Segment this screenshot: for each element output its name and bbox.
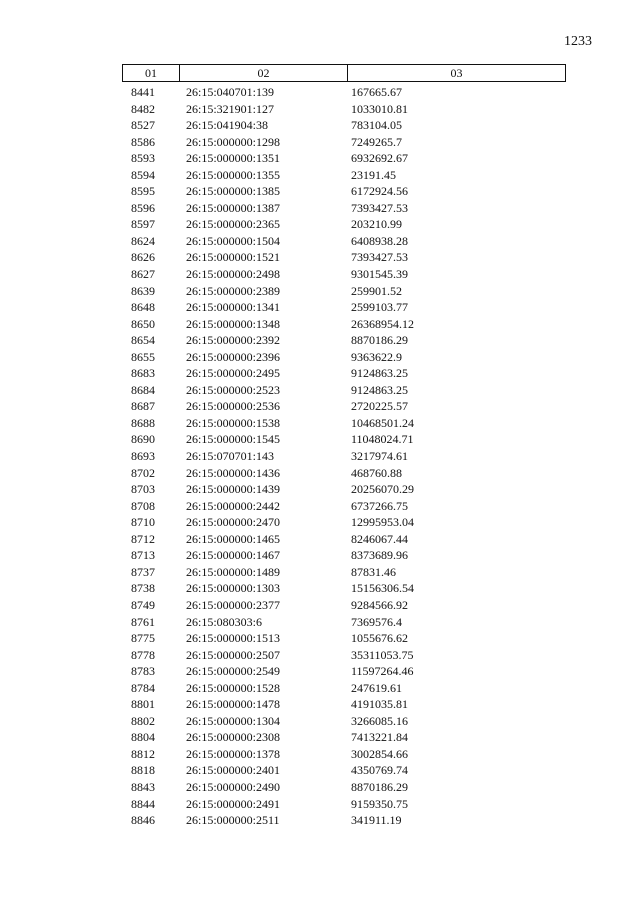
table-row [122,299,566,316]
value-cell: 11048024.71 [351,432,414,447]
row-id-cell: 8802 [131,713,155,728]
cadastral-number-cell: 26:15:000000:2401 [186,763,281,778]
row-id-cell: 8654 [131,333,155,348]
table-row [122,249,566,266]
row-id-cell: 8804 [131,730,155,745]
value-cell: 23191.45 [351,167,396,182]
table-row [122,266,566,283]
row-id-cell: 8713 [131,548,155,563]
row-id-cell: 8812 [131,746,155,761]
value-cell: 4350769.74 [351,763,408,778]
cadastral-number-cell: 26:15:000000:1538 [186,415,281,430]
table-row [122,746,566,763]
cadastral-number-cell: 26:15:000000:2507 [186,647,281,662]
row-id-cell: 8482 [131,101,155,116]
value-cell: 3217974.61 [351,449,408,464]
table-row [122,597,566,614]
row-id-cell: 8593 [131,151,155,166]
value-cell: 3266085.16 [351,713,408,728]
value-cell: 2720225.57 [351,399,408,414]
row-id-cell: 8687 [131,399,155,414]
table-row [122,316,566,333]
cadastral-number-cell: 26:15:000000:2470 [186,515,281,530]
table-row [122,465,566,482]
cadastral-number-cell: 26:15:000000:1513 [186,631,281,646]
cadastral-number-cell: 26:15:000000:2536 [186,399,281,414]
value-cell: 7249265.7 [351,134,402,149]
cadastral-number-cell: 26:15:000000:2495 [186,366,281,381]
row-id-cell: 8710 [131,515,155,530]
value-cell: 8870186.29 [351,779,408,794]
table-row [122,729,566,746]
row-id-cell: 8703 [131,482,155,497]
header-col-03: 03 [450,66,463,80]
table-row [122,398,566,415]
table-row [122,415,566,432]
cadastral-number-cell: 26:15:000000:1528 [186,680,281,695]
value-cell: 9124863.25 [351,382,408,397]
value-cell: 15156306.54 [351,581,414,596]
cadastral-number-cell: 26:15:000000:1378 [186,746,281,761]
value-cell: 9363622.9 [351,349,402,364]
row-id-cell: 8586 [131,134,155,149]
value-cell: 7369576.4 [351,614,402,629]
value-cell: 11597264.46 [351,664,414,679]
table-row [122,713,566,730]
value-cell: 341911.19 [351,813,402,828]
table-row [122,630,566,647]
value-cell: 167665.67 [351,85,402,99]
cadastral-number-cell: 26:15:000000:2498 [186,267,281,282]
cadastral-number-cell: 26:15:321901:127 [186,101,275,116]
row-id-cell: 8441 [131,85,155,99]
row-id-cell: 8738 [131,581,155,596]
table-header [122,64,566,82]
row-id-cell: 8683 [131,366,155,381]
cadastral-number-cell: 26:15:000000:1355 [186,167,281,182]
value-cell: 8246067.44 [351,531,408,546]
value-cell: 20256070.29 [351,482,414,497]
cadastral-number-cell: 26:15:000000:2308 [186,730,281,745]
row-id-cell: 8761 [131,614,155,629]
cadastral-number-cell: 26:15:000000:2389 [186,283,281,298]
table-row [122,680,566,697]
cadastral-number-cell: 26:15:000000:1504 [186,233,281,248]
header-col-01: 01 [123,65,180,81]
row-id-cell: 8627 [131,267,155,282]
cadastral-number-cell: 26:15:070701:143 [186,449,275,464]
value-cell: 468760.88 [351,465,402,480]
table-row [122,150,566,167]
cadastral-number-cell: 26:15:000000:1467 [186,548,281,563]
row-id-cell: 8690 [131,432,155,447]
cadastral-number-cell: 26:15:000000:1465 [186,531,281,546]
row-id-cell: 8655 [131,349,155,364]
row-id-cell: 8749 [131,597,155,612]
table-row [122,183,566,200]
row-id-cell: 8688 [131,415,155,430]
row-id-cell: 8597 [131,217,155,232]
cadastral-number-cell: 26:15:000000:2442 [186,498,281,513]
value-cell: 9159350.75 [351,796,408,811]
cadastral-number-cell: 26:15:000000:1351 [186,151,281,166]
cadastral-number-cell: 26:15:000000:1478 [186,697,281,712]
table-row [122,117,566,134]
cadastral-number-cell: 26:15:000000:2523 [186,382,281,397]
table-row [122,84,566,101]
value-cell: 9284566.92 [351,597,408,612]
table-row [122,547,566,564]
table-row [122,233,566,250]
cadastral-number-cell: 26:15:000000:2365 [186,217,281,232]
row-id-cell: 8702 [131,465,155,480]
table-row [122,101,566,118]
row-id-cell: 8712 [131,531,155,546]
row-id-cell: 8843 [131,779,155,794]
cadastral-number-cell: 26:15:000000:2377 [186,597,281,612]
value-cell: 7393427.53 [351,200,408,215]
value-cell: 9124863.25 [351,366,408,381]
table-row [122,498,566,515]
cadastral-number-cell: 26:15:000000:2396 [186,349,281,364]
row-id-cell: 8693 [131,449,155,464]
value-cell: 8870186.29 [351,333,408,348]
table-row [122,349,566,366]
table-row [122,796,566,813]
row-id-cell: 8708 [131,498,155,513]
value-cell: 3002854.66 [351,746,408,761]
row-id-cell: 8527 [131,118,155,133]
row-id-cell: 8650 [131,316,155,331]
value-cell: 7413221.84 [351,730,408,745]
cadastral-number-cell: 26:15:000000:1436 [186,465,281,480]
cadastral-number-cell: 26:15:000000:1348 [186,316,281,331]
value-cell: 6408938.28 [351,233,408,248]
row-id-cell: 8818 [131,763,155,778]
value-cell: 4191035.81 [351,697,408,712]
value-cell: 35311053.75 [351,647,414,662]
row-id-cell: 8626 [131,250,155,265]
table-row [122,332,566,349]
value-cell: 10468501.24 [351,415,414,430]
cadastral-number-cell: 26:15:000000:1304 [186,713,281,728]
table-row [122,448,566,465]
row-id-cell: 8846 [131,813,155,828]
table-row [122,580,566,597]
cadastral-number-cell: 26:15:000000:1298 [186,134,281,149]
cadastral-number-cell: 26:15:040701:139 [186,85,275,99]
cadastral-number-cell: 26:15:000000:2490 [186,779,281,794]
value-cell: 6737266.75 [351,498,408,513]
table-row [122,614,566,631]
row-id-cell: 8778 [131,647,155,662]
cadastral-number-cell: 26:15:000000:2549 [186,664,281,679]
value-cell: 1055676.62 [351,631,408,646]
row-id-cell: 8624 [131,233,155,248]
value-cell: 26368954.12 [351,316,414,331]
value-cell: 87831.46 [351,564,396,579]
cadastral-number-cell: 26:15:000000:1489 [186,564,281,579]
table-body [122,84,566,829]
row-id-cell: 8648 [131,300,155,315]
table-row [122,663,566,680]
table-row [122,167,566,184]
page-number: 1233 [564,34,592,49]
cadastral-number-cell: 26:15:080303:6 [186,614,263,629]
table-row [122,564,566,581]
row-id-cell: 8684 [131,382,155,397]
row-id-cell: 8737 [131,564,155,579]
cadastral-number-cell: 26:15:000000:1439 [186,482,281,497]
value-cell: 203210.99 [351,217,402,232]
cadastral-number-cell: 26:15:000000:2491 [186,796,281,811]
table-row [122,762,566,779]
cadastral-number-cell: 26:15:000000:1341 [186,300,281,315]
value-cell: 6172924.56 [351,184,408,199]
table-row [122,365,566,382]
cadastral-number-cell: 26:15:041904:38 [186,118,269,133]
value-cell: 783104.05 [351,118,402,133]
row-id-cell: 8801 [131,697,155,712]
row-id-cell: 8639 [131,283,155,298]
table-row [122,696,566,713]
table-row [122,200,566,217]
value-cell: 9301545.39 [351,267,408,282]
value-cell: 7393427.53 [351,250,408,265]
table-row [122,283,566,300]
row-id-cell: 8596 [131,200,155,215]
table-row [122,481,566,498]
table-row [122,382,566,399]
table-row [122,531,566,548]
value-cell: 12995953.04 [351,515,414,530]
table-row [122,514,566,531]
value-cell: 2599103.77 [351,300,408,315]
header-col-02: 02 [180,65,348,81]
row-id-cell: 8594 [131,167,155,182]
cadastral-number-cell: 26:15:000000:1521 [186,250,281,265]
cadastral-number-cell: 26:15:000000:1545 [186,432,281,447]
row-id-cell: 8784 [131,680,155,695]
cadastral-number-cell: 26:15:000000:2511 [186,813,280,828]
table-row [122,779,566,796]
row-id-cell: 8783 [131,664,155,679]
value-cell: 8373689.96 [351,548,408,563]
cadastral-number-cell: 26:15:000000:2392 [186,333,281,348]
value-cell: 1033010.81 [351,101,408,116]
cadastral-number-cell: 26:15:000000:1303 [186,581,281,596]
row-id-cell: 8844 [131,796,155,811]
value-cell: 247619.61 [351,680,402,695]
row-id-cell: 8775 [131,631,155,646]
table-row [122,647,566,664]
table-row [122,134,566,151]
table-row [122,431,566,448]
table-row [122,812,566,829]
cadastral-number-cell: 26:15:000000:1385 [186,184,281,199]
table-row [122,216,566,233]
value-cell: 6932692.67 [351,151,408,166]
cadastral-number-cell: 26:15:000000:1387 [186,200,281,215]
value-cell: 259901.52 [351,283,402,298]
row-id-cell: 8595 [131,184,155,199]
